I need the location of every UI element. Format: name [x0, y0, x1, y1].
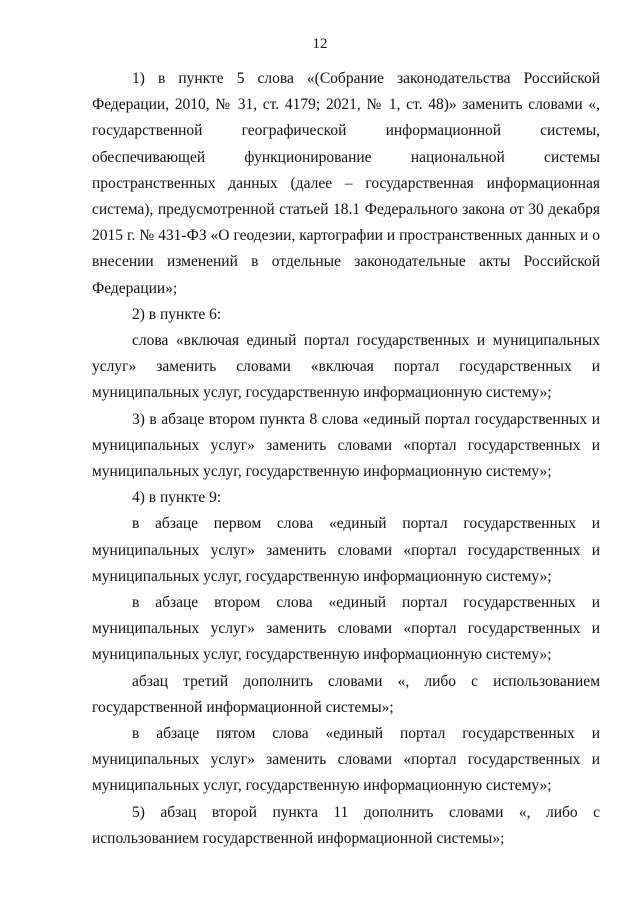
paragraph-item-4: 4) в пункте 9:: [132, 489, 222, 507]
paragraph-subitem-4-second: в абзаце втором слова «единый портал государственных и муниципальных услуг» заменить словами «портал государственных и муниципальных услуг, государственную информационную систему»;: [92, 594, 600, 664]
paragraph-subitem-4-first: в абзаце первом слова «единый портал государственных и муниципальных услуг» заменить словами «портал государственных и муниципальных услуг, государственную информационную систему»;: [92, 515, 600, 585]
paragraph-item-3: 3) в абзаце втором пункта 8 слова «единый портал государственных и муниципальных услуг» заменить словами «портал государственных и муниципальных услуг, государственную информационную систему»;: [92, 410, 600, 481]
paragraph-subitem-2: слова «включая единый портал государственных и муниципальных услуг» заменить словами «включая портал государственных и муниципальных услуг, государственную информационную систему»;: [92, 332, 600, 402]
paragraph-item-5: 5) абзац второй пункта 11 дополнить словами «, либо с использованием государственной информационной системы»;: [92, 803, 600, 847]
paragraph-item-2: 2) в пункте 6:: [132, 305, 222, 323]
paragraph-subitem-4-fifth: в абзаце пятом слова «единый портал государственных и муниципальных услуг» заменить словами «портал государственных и муниципальных услуг, государственную информационную систему»;: [92, 725, 600, 795]
document-body: [92, 66, 600, 852]
paragraph-item-1: 1) в пункте 5 слова «(Собрание законодательства Российской Федерации, 2010, № 31, ст. 4179; 2021, № 1, ст. 48)» заменить словами «, государственной географической информационной системы, обеспечивающей функционирование национальной системы пространственных данных (далее – государственная информационная система), предусмотренной статьей 18.1 Федерального закона от 30 декабря 2015 г. № 431-ФЗ «О геодезии, картографии и пространственных данных и о внесении изменений в отдельные законодательные акты Российской Федерации»;: [92, 70, 600, 297]
page-number: 12: [312, 36, 328, 52]
paragraph-subitem-4-third: абзац третий дополнить словами «, либо с использованием государственной информационной системы»;: [92, 672, 600, 716]
